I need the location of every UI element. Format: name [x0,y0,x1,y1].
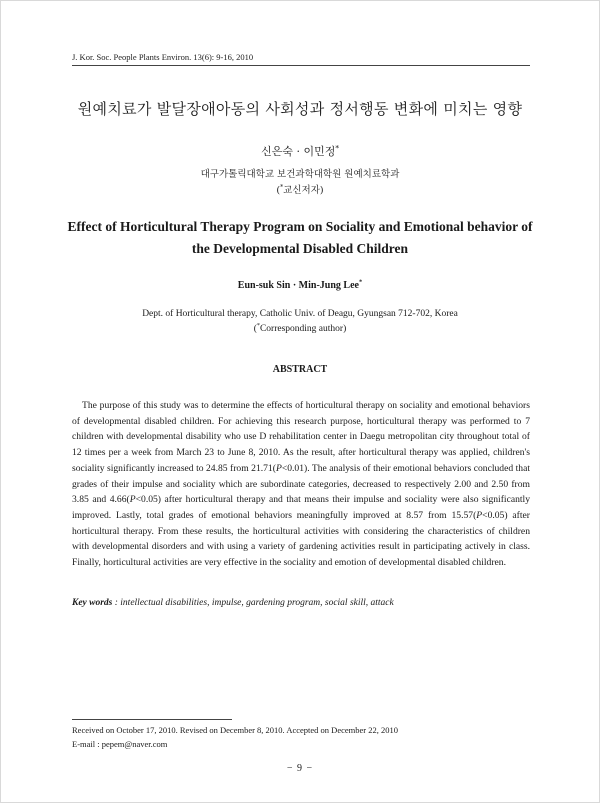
abstract-body [72,398,530,571]
english-corresponding-note: (*Corresponding author) [253,322,347,334]
english-author-names: Eun-suk Sin · Min-Jung Lee [237,280,359,291]
english-affiliation: Dept. of Horticultural therapy, Catholic Univ. of Deagu, Gyungsan 712-702, Korea [142,309,458,319]
keywords [72,598,530,608]
footnote-rule [72,719,232,720]
korean-authors [0,143,600,159]
korean-corr-label: 교신저자 [283,185,320,196]
keywords-label: Key words [72,598,113,608]
received-dates: Received on October 17, 2010. Revised on December 8, 2010. Accepted on December 22, 2010 [72,725,398,735]
running-head: J. Kor. Soc. People Plants Environ. 13(6): 9-16, 2010 [72,52,254,62]
abstract-text-4: <0.05) after horticultural therapy. From these results, the horticultural activities with considering the characteristics of children with developmental disorders and with using a variety of gardening activities result in participating actively in class. Finally, horticultural activities are very effective in the sociality and emotion of developmental disabled children. [72,509,531,569]
p-value-symbol: P [275,462,282,474]
p-value-symbol: P [476,509,483,521]
korean-corr-mark: * [280,183,284,191]
english-corr-label: Corresponding author [259,324,344,334]
english-title: Effect of Horticultural Therapy Program on Sociality and Emotional behavior of the Developmental Disabled Children [67,219,533,256]
english-authors [0,280,600,291]
keywords-list: : intellectual disabilities, impulse, gardening program, social skill, attack [112,598,394,608]
p-value-symbol: P [129,494,136,506]
contact-email: E-mail : pepem@naver.com [72,739,168,749]
english-corr-mark: * [256,322,260,329]
abstract-text-2: <0.01). The analysis of their emotional behaviors concluded that grades of their impulse and sociality which are subordinate categories, decreased to respectively 2.00 and 2.50 from 3.85 and 4.66( [72,462,530,506]
korean-affiliation: 대구가톨릭대학교 보건과학대학원 원예치료학과 [200,169,400,180]
abstract-text-1: The purpose of this study was to determine the effects of horticultural therapy on sociality and emotional behaviors of developmental disabled children. For achieving this research purpose, horticultural therapy was performed to 7 children with developmental disability who use D rehabilitation center in Daegu metropolitan city throughout total of 12 times per a week from March 23 to June 8, 2010. As the result, after horticultural therapy was applied, children's sociality significantly increased to 24.85 from 21.71( [72,400,530,474]
header-rule [72,65,530,66]
page-number: − 9 − [286,763,314,774]
english-author-mark: * [358,278,363,286]
abstract-text-3: <0.05) after horticultural therapy and that means their impulse and sociality were also significantly improved. Lastly, total grades of emotional behaviors meaningfully improved at 8.57 from 15.57( [72,494,531,521]
korean-corresponding-note: (*교신저자) [276,183,324,196]
korean-author-mark: * [335,143,339,153]
abstract-heading: ABSTRACT [272,364,328,375]
korean-author-names: 신은숙 · 이민정 [261,145,336,158]
korean-title: 원예치료가 발달장애아동의 사회성과 정서행동 변화에 미치는 영향 [77,100,523,118]
